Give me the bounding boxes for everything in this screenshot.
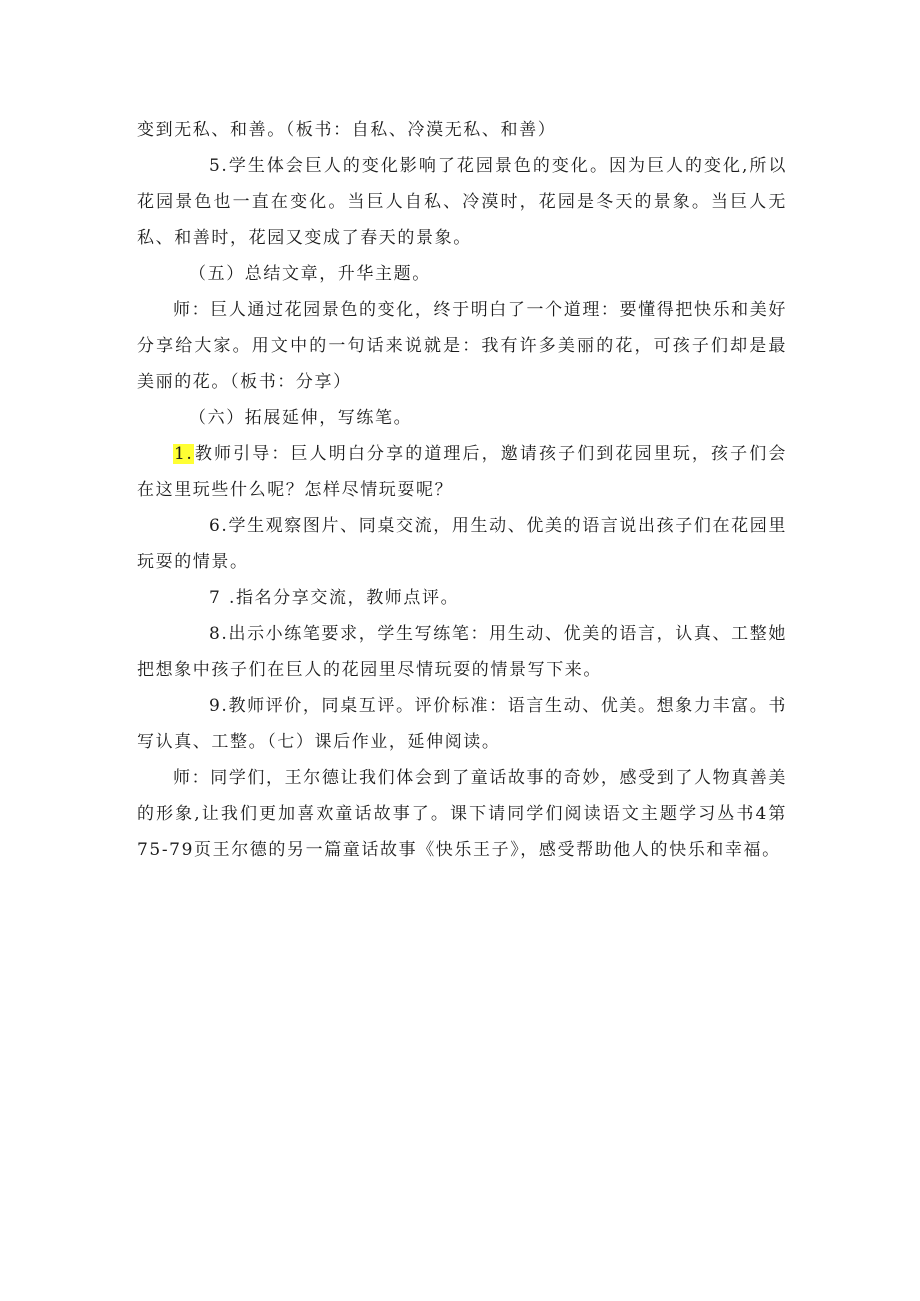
paragraph-6-text: 教师引导：巨人明白分享的道理后，邀请孩子们到花园里玩，孩子们会在这里玩些什么呢？怎样尽情玩耍呢？ (137, 444, 787, 500)
paragraph-11: 师：同学们，王尔德让我们体会到了童话故事的奇妙，感受到了人物真善美的形象,让我们更加喜欢童话故事了。课下请同学们阅读语文主题学习丛书4第75-79页王尔德的另一篇童话故事《快乐王子》，感受帮助他人的快乐和幸福。 (137, 768, 787, 860)
section-heading-5: （五）总结文章，升华主题。 (189, 264, 431, 284)
paragraph-10-text: .教师评价，同桌互评。评价标准：语言生动、优美。想象力丰富。书写认真、工整。（七）课后作业，延伸阅读。 (137, 696, 787, 752)
list-number-7: 7 (209, 588, 222, 608)
list-number-8: 8 (209, 624, 222, 644)
document-body (137, 112, 787, 868)
paragraph-10 (137, 688, 787, 760)
paragraph-2-text: .学生体会巨人的变化影响了花园景色的变化。因为巨人的变化,所以花园景色也一直在变化。当巨人自私、冷漠时，花园是冬天的景象。当巨人无私、和善时，花园又变成了春天的景象。 (137, 156, 787, 248)
list-number-9: 9 (209, 696, 222, 716)
paragraph-8-text: .指名分享交流，教师点评。 (229, 588, 460, 608)
section-heading-6: （六）拓展延伸，写练笔。 (189, 408, 413, 428)
paragraph-9-text: .出示小练笔要求，学生写练笔：用生动、优美的语言，认真、工整她把想象中孩子们在巨人的花园里尽情玩耍的情景写下来。 (137, 624, 787, 680)
paragraph-1: 变到无私、和善。（板书：自私、冷漠无私、和善） (137, 120, 557, 140)
paragraph-8 (137, 580, 787, 616)
paragraph-9 (137, 616, 787, 688)
highlighted-list-number-1: 1. (174, 444, 194, 464)
paragraph-6 (137, 436, 787, 508)
list-number-5: 5 (209, 156, 222, 176)
paragraph-7 (137, 508, 787, 580)
paragraph-2 (137, 148, 787, 256)
paragraph-7-text: .学生观察图片、同桌交流，用生动、优美的语言说出孩子们在花园里玩耍的情景。 (137, 516, 787, 572)
list-number-6: 6 (209, 516, 222, 536)
paragraph-4: 师：巨人通过花园景色的变化，终于明白了一个道理：要懂得把快乐和美好分享给大家。用文中的一句话来说就是：我有许多美丽的花，可孩子们却是最美丽的花。（板书：分享） (137, 300, 787, 392)
